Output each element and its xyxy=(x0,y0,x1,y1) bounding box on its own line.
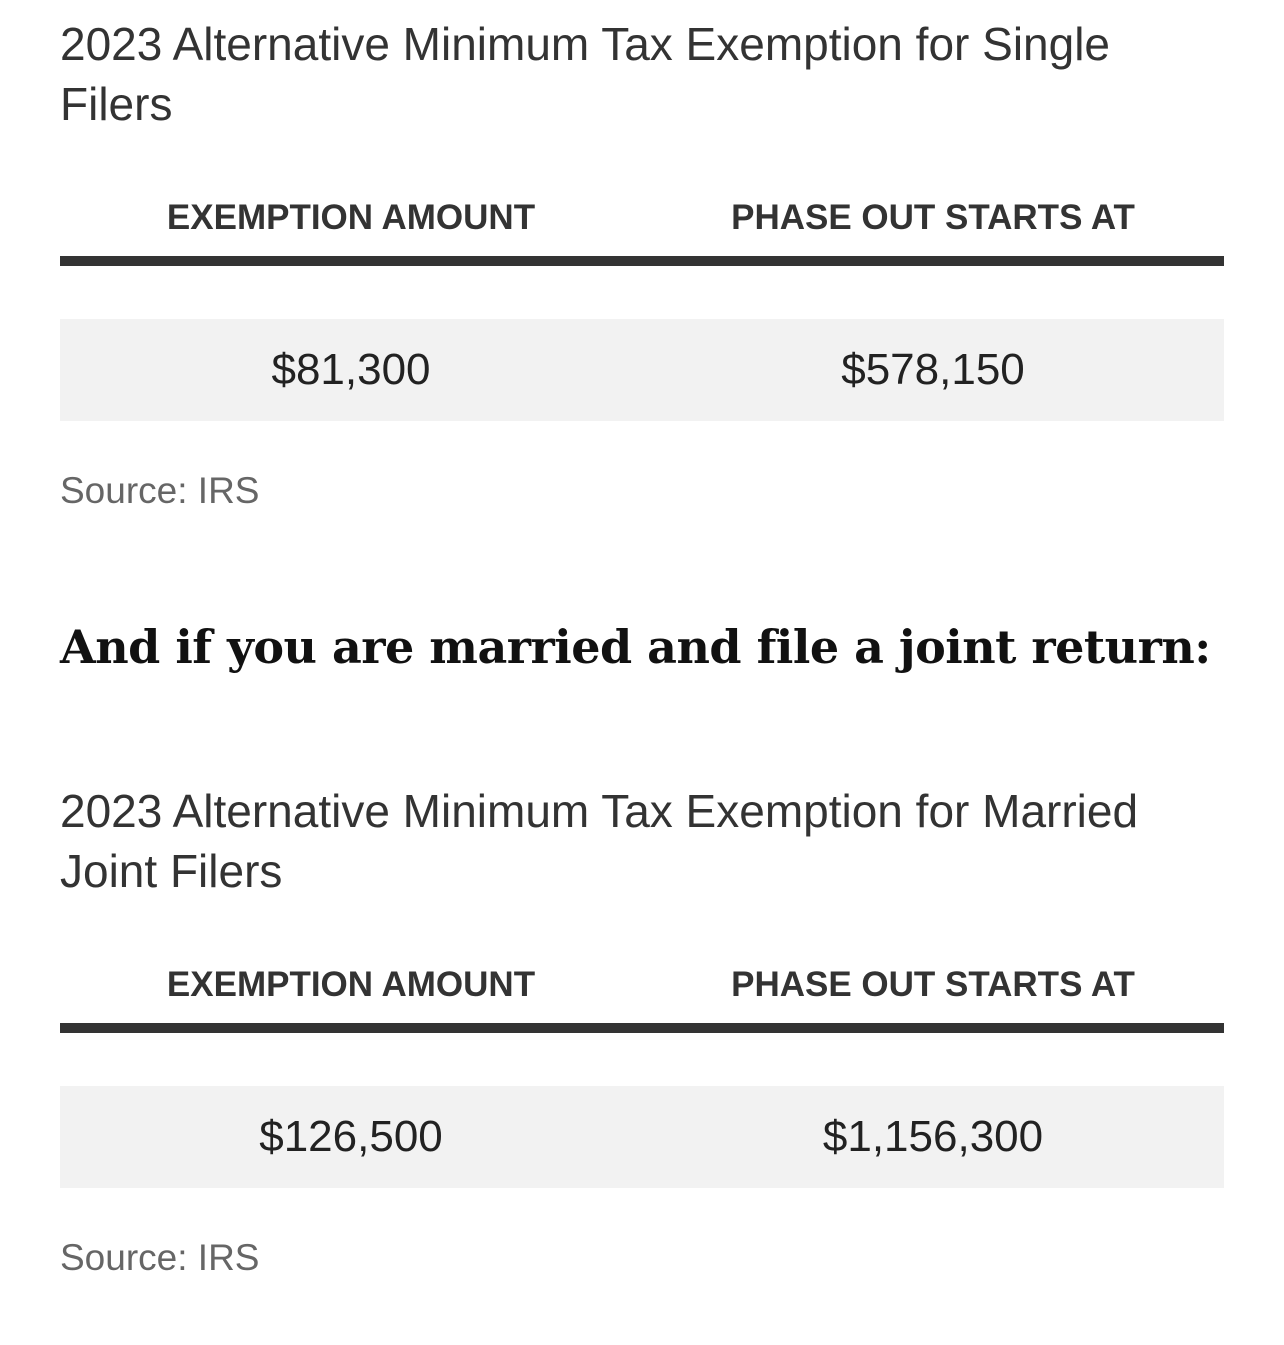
table-row xyxy=(60,1086,1224,1188)
exemption-table-married xyxy=(60,947,1224,1188)
table-source-single: Source: IRS xyxy=(60,470,260,511)
exemption-amount-cell: $81,300 xyxy=(60,319,642,421)
table-source-married: Source: IRS xyxy=(60,1237,260,1278)
intro-paragraph: And if you are married and file a joint return: xyxy=(60,620,1211,674)
table-title-single: 2023 Alternative Minimum Tax Exemption for Single Filers xyxy=(60,18,1111,130)
table-row xyxy=(60,319,1224,421)
column-header-phase-out: PHASE OUT STARTS AT xyxy=(642,180,1224,261)
column-header-exemption-amount: EXEMPTION AMOUNT xyxy=(60,180,642,261)
exemption-table-single xyxy=(60,180,1224,421)
table-title-married: 2023 Alternative Minimum Tax Exemption for Married Joint Filers xyxy=(60,785,1139,897)
column-header-phase-out: PHASE OUT STARTS AT xyxy=(642,947,1224,1028)
phase-out-cell: $1,156,300 xyxy=(642,1086,1224,1188)
column-header-exemption-amount: EXEMPTION AMOUNT xyxy=(60,947,642,1028)
exemption-amount-cell: $126,500 xyxy=(60,1086,642,1188)
phase-out-cell: $578,150 xyxy=(642,319,1224,421)
